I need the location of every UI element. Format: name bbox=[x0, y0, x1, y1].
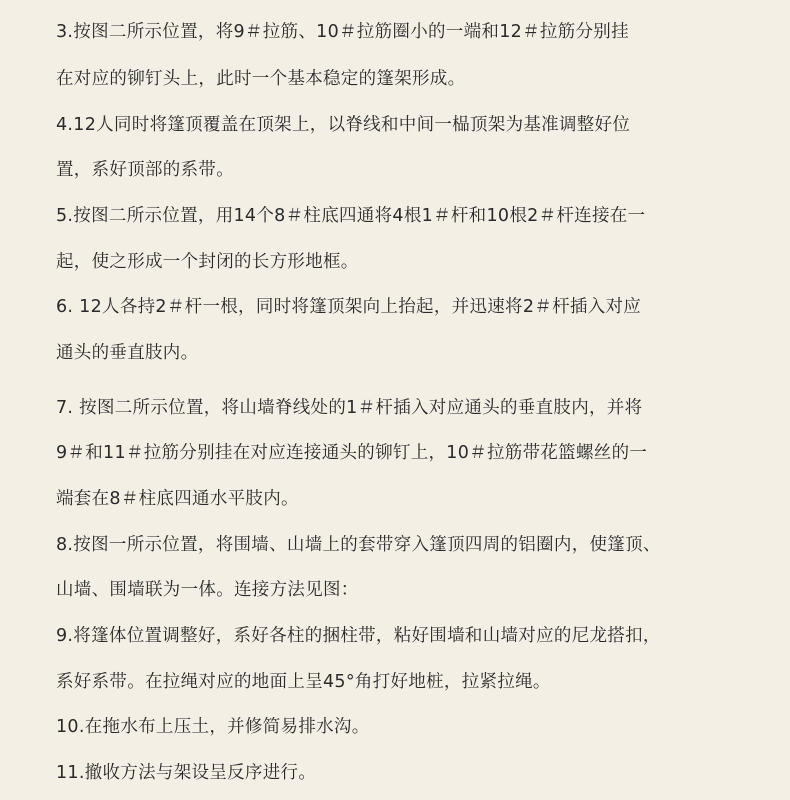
text-line: 3.按图二所示位置，将9＃拉筋、10＃拉筋圈小的一端和12＃拉筋分别挂 bbox=[56, 22, 629, 42]
text-line: 5.按图二所示位置，用14个8＃柱底四通将4根1＃杆和10根2＃杆连接在一 bbox=[56, 206, 646, 226]
text-line: 置，系好顶部的系带。 bbox=[56, 160, 234, 180]
text-line: 9＃和11＃拉筋分别挂在对应连接通头的铆钉上，10＃拉筋带花篮螺丝的一 bbox=[56, 443, 648, 463]
text-line: 9.将篷体位置调整好，系好各柱的捆柱带，粘好围墙和山墙对应的尼龙搭扣， bbox=[56, 626, 661, 646]
text-line: 11.撤收方法与架设呈反序进行。 bbox=[56, 763, 317, 783]
text-line: 8.按图一所示位置，将围墙、山墙上的套带穿入篷顶四周的铝圈内，使篷顶、 bbox=[56, 535, 661, 555]
text-line: 山墙、围墙联为一体。连接方法见图： bbox=[56, 580, 359, 600]
text-line: 起，使之形成一个封闭的长方形地框。 bbox=[56, 252, 359, 272]
text-line: 4.12人同时将篷顶覆盖在顶架上，以脊线和中间一榀顶架为基准调整好位 bbox=[56, 115, 631, 135]
text-line: 端套在8＃柱底四通水平肢内。 bbox=[56, 489, 299, 509]
text-line: 10.在拖水布上压土，并修简易排水沟。 bbox=[56, 717, 370, 737]
text-line: 6. 12人各持2＃杆一根，同时将篷顶架向上抬起，并迅速将2＃杆插入对应 bbox=[56, 297, 642, 317]
text-line: 7. 按图二所示位置，将山墙脊线处的1＃杆插入对应通头的垂直肢内，并将 bbox=[56, 398, 643, 418]
text-line: 在对应的铆钉头上，此时一个基本稳定的篷架形成。 bbox=[56, 69, 466, 89]
text-line: 通头的垂直肢内。 bbox=[56, 343, 199, 363]
text-line: 系好系带。在拉绳对应的地面上呈45°角打好地桩，拉紧拉绳。 bbox=[56, 672, 551, 692]
